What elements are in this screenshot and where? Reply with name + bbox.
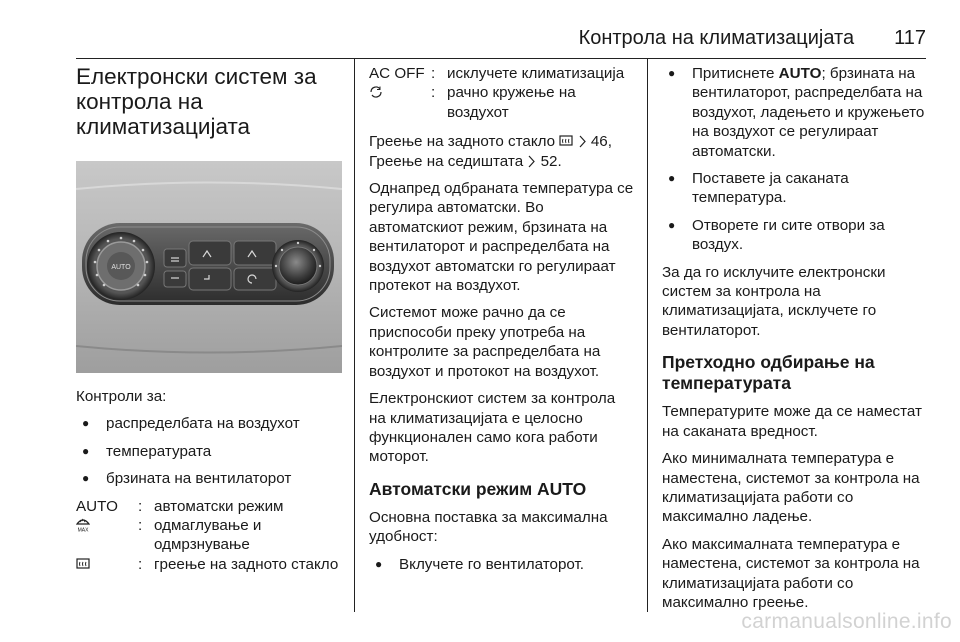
steps-list (369, 555, 635, 574)
list-item: ● Вклучете го вентилаторот. (369, 555, 635, 574)
column-divider-1 (354, 58, 355, 612)
steps-list-continued (662, 64, 928, 255)
section-heading: Автоматски режим AUTO (369, 478, 587, 499)
paragraph: Системот може рачно да се приспособи преку употреба на контролите за распределбата на воздухот и протокот на воздухот. (369, 304, 601, 380)
column-1 (76, 64, 342, 584)
list-item: ● Поставете ја саканата температура. (662, 169, 928, 208)
control-definitions-2 (369, 64, 635, 122)
max-defrost-icon (76, 516, 138, 535)
header-rule (76, 58, 926, 59)
svg-text:MAX: MAX (77, 527, 89, 533)
rear-heat-desc: греење на задното стакло (154, 555, 339, 573)
control-definitions (76, 497, 342, 575)
rear-window-heat-icon (76, 555, 138, 574)
list-item: ● Отворете ги сите отвори за воздух. (662, 216, 928, 255)
recirculation-desc: рачно кружење на воздухот (447, 84, 576, 121)
paragraph: Однапред одбраната температура се регулира автоматски. Во автоматскиот режим, брзината на вентилаторот и распределбата на воздухот автоматски го регулираат протекот на воздухот. (369, 180, 634, 295)
paragraph: Ако минималната температура е наместена, системот за контрола на климатизацијата работи со максимално ладење. (662, 450, 920, 526)
definition-row: : греење на задното стакло (76, 555, 342, 574)
paragraph: Температурите може да се наместат на саканата вредност. (662, 403, 922, 440)
list-item: ● температурата (76, 442, 342, 461)
paragraph: За да го исклучите електронски систем за контрола на климатизацијата, исклучете го вентилаторот. (662, 263, 886, 339)
watermark: carmanualsonline.info (741, 610, 952, 633)
paragraph: Основна поставка за максимална удобност: (369, 508, 608, 546)
definition-row: MAX : одмаглување и одмрзнување (76, 516, 342, 555)
header-title: Контрола на климатизацијата (578, 27, 855, 49)
list-item: ● Притиснете AUTO; брзината на вентилаторот, распределбата на воздухот, ладењето и кружењето на воздухот се регулираат автоматски. (662, 64, 928, 161)
cross-references: Греење на задното стакло 46, Греење на седиштата 52. (369, 133, 612, 170)
paragraph: Електронскиот систем за контрола на климатизацијата е целосно функционален само кога работи моторот. (369, 390, 616, 466)
paragraph: Ако максималната температура е наместена, системот за контрола на климатизацијата работи со максимално греење. (662, 535, 920, 611)
definition-row: AUTO : автоматски режим (76, 497, 342, 516)
rear-window-heat-icon (559, 134, 573, 148)
column-divider-2 (647, 58, 648, 612)
page-ref-icon[interactable] (527, 155, 536, 168)
auto-knob-label: AUTO (111, 264, 131, 271)
recirculation-icon (369, 83, 431, 102)
section-heading: Претходно одбирање на температурата (662, 352, 875, 394)
ac-off-desc: исклучете климатизација (447, 65, 625, 82)
column-2 (369, 64, 635, 582)
list-item: ● распределбата на воздухот (76, 414, 342, 433)
defrost-desc: одмаглување и одмрзнување (154, 517, 262, 554)
page-header (76, 27, 926, 51)
column-3 (662, 64, 928, 620)
auto-term: AUTO (76, 497, 118, 515)
controls-intro: Контроли за: (76, 388, 167, 405)
climate-control-panel-image (76, 161, 342, 373)
definition-row: : рачно кружење на воздухот (369, 83, 635, 122)
controls-list (76, 414, 342, 488)
section-title: Електронски систем за контрола на климатизацијата (76, 64, 317, 139)
page-number: 117 (894, 27, 926, 49)
ac-off-term: AC OFF (369, 65, 425, 82)
auto-desc: автоматски режим (154, 497, 284, 515)
page-ref-icon[interactable] (578, 135, 587, 148)
definition-row: AC OFF : исклучете климатизација (369, 64, 635, 83)
list-item: ● брзината на вентилаторот (76, 469, 342, 488)
